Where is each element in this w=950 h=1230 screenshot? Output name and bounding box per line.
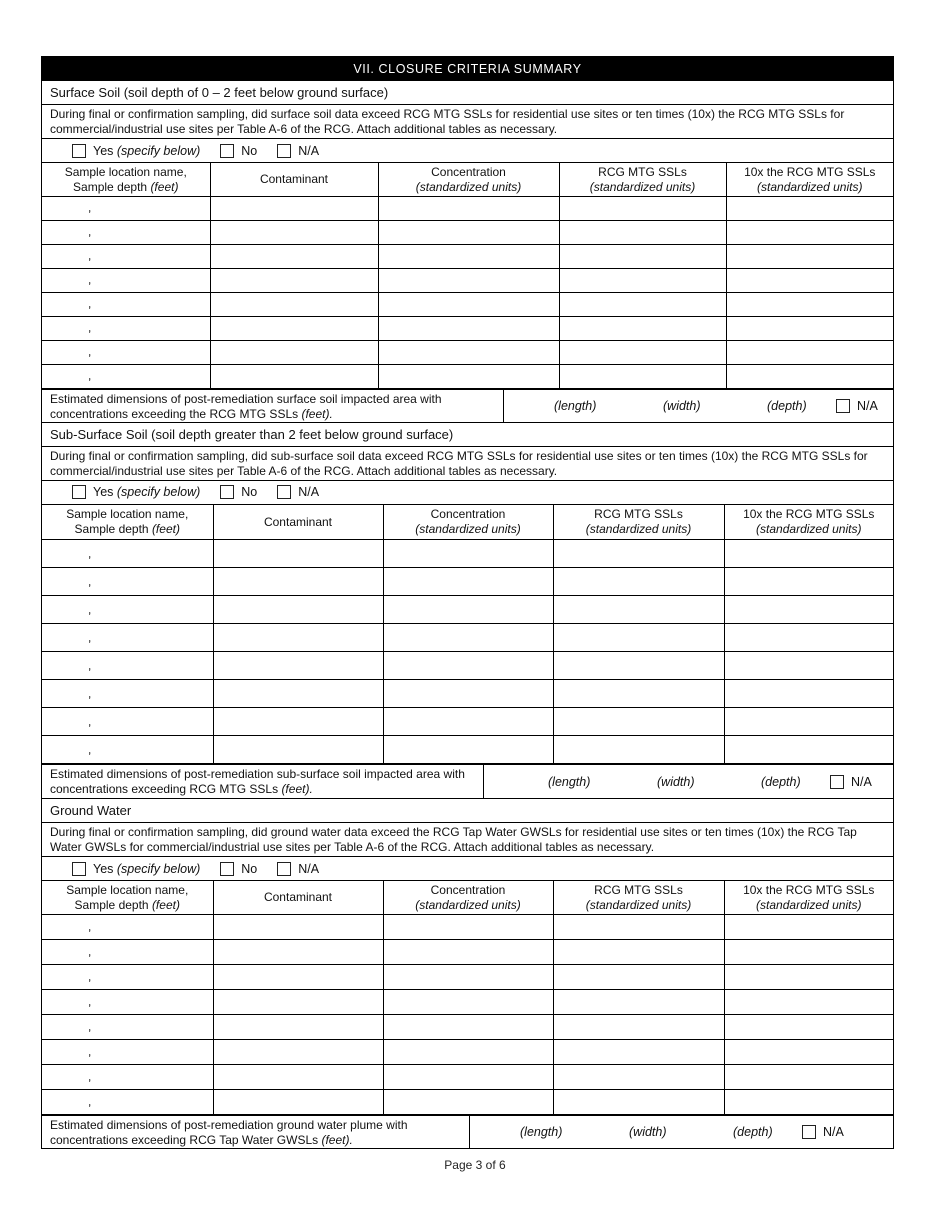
table-row [42,220,893,244]
location-header-line2: Sample depth [74,897,152,912]
rcg-mtg-cell[interactable] [553,964,724,989]
location-header-line1: Sample location name, [66,507,189,522]
rcg-mtg-cell[interactable] [559,364,726,388]
contaminant-cell[interactable] [213,680,383,708]
location-cell[interactable] [42,652,213,680]
depth-field[interactable]: (depth) [761,774,801,789]
location-column-header [42,163,210,196]
table-row [42,596,893,624]
contaminant-cell[interactable] [213,914,383,939]
concentration-cell[interactable] [383,680,553,708]
table-row [42,652,893,680]
contaminant-column-header: Contaminant [213,881,383,914]
surface-soil-dimensions [42,390,893,423]
concentration-cell[interactable] [383,736,553,764]
contaminant-cell[interactable] [213,939,383,964]
concentration-column-header [383,881,553,914]
location-cell[interactable] [42,596,213,624]
ground-water-table-wrap [42,881,893,1116]
contaminant-cell[interactable] [213,1039,383,1064]
subsurface-na-checkbox[interactable] [277,485,291,499]
length-field[interactable]: (length) [520,1124,563,1139]
row-comma: , [88,368,92,383]
location-cell[interactable] [42,196,210,220]
location-cell[interactable] [42,964,213,989]
subsurface-soil-table [42,505,893,765]
concentration-header-label: Concentration [430,507,506,522]
table-row [42,568,893,596]
location-cell[interactable] [42,680,213,708]
na-label: N/A [298,485,320,499]
rcg-mtg-cell[interactable] [553,1064,724,1089]
concentration-cell[interactable] [383,964,553,989]
table-row [42,939,893,964]
no-label: No [241,485,258,499]
row-comma: , [88,320,92,335]
contaminant-cell[interactable] [213,1089,383,1114]
ten-x-cell[interactable] [726,292,893,316]
location-cell[interactable] [42,540,213,568]
row-comma: , [88,272,92,287]
subsurface-soil-dimensions [42,765,893,799]
ground-water-dimensions [42,1116,893,1149]
concentration-cell[interactable] [383,1089,553,1114]
ten-x-cell[interactable] [724,736,893,764]
width-field[interactable]: (width) [629,1124,667,1139]
ten-x-cell[interactable] [724,624,893,652]
surface-soil-question: During final or confirmation sampling, did surface soil data exceed RCG MTG SSLs for residential use sites or ten times (10x) the RCG MTG SSLs for commercial/industrial use sites per Table A-6 of the RCG. Attach additional tables as necessary. [42,105,893,139]
concentration-cell[interactable] [378,292,559,316]
ten-x-cell[interactable] [726,196,893,220]
units-label: (standardized units) [415,179,522,194]
ten-x-cell[interactable] [724,1089,893,1114]
units-label: (standardized units) [756,522,862,537]
table-row [42,292,893,316]
specify-below-label: (specify below) [116,485,201,499]
rcg-mtg-cell[interactable] [553,736,724,764]
specify-below-label: (specify below) [116,861,201,876]
row-comma: , [88,713,92,728]
table-row [42,989,893,1014]
rcg-mtg-cell[interactable] [553,939,724,964]
concentration-column-header [383,505,553,540]
rcg-mtg-cell[interactable] [553,540,724,568]
rcg-mtg-cell[interactable] [553,624,724,652]
ten-x-cell[interactable] [726,268,893,292]
contaminant-cell[interactable] [213,708,383,736]
surface-na-checkbox[interactable] [277,144,291,158]
units-label: (standardized units) [585,522,692,537]
surface-soil-choices [42,139,893,163]
location-cell[interactable] [42,1014,213,1039]
concentration-cell[interactable] [383,1039,553,1064]
table-row [42,196,893,220]
table-row [42,708,893,736]
surface-na-option [277,144,319,158]
row-comma: , [88,993,92,1008]
header-row [42,163,893,196]
location-cell[interactable] [42,624,213,652]
location-cell[interactable] [42,340,210,364]
subsurface-soil-heading: Sub-Surface Soil (soil depth greater than 2 feet below ground surface) [42,423,893,447]
ten-x-cell[interactable] [726,364,893,388]
contaminant-cell[interactable] [210,340,378,364]
length-field[interactable]: (length) [548,774,591,789]
ground-water-choices [42,857,893,881]
row-comma: , [88,741,92,756]
ten-x-cell[interactable] [726,220,893,244]
row-comma: , [88,224,92,239]
no-label: No [241,143,258,158]
rcg-mtg-cell[interactable] [553,1039,724,1064]
surface-dimensions-label [42,390,504,422]
location-cell[interactable] [42,1064,213,1089]
ten-x-column-header [726,163,893,196]
groundwater-na-option [277,862,319,876]
subsurface-yes-checkbox[interactable] [72,485,86,499]
contaminant-cell[interactable] [210,268,378,292]
ten-x-cell[interactable] [724,1064,893,1089]
table-row [42,1089,893,1114]
location-cell[interactable] [42,914,213,939]
subsurface-no-option [220,485,257,499]
surface-yes-checkbox[interactable] [72,144,86,158]
units-label: (standardized units) [589,179,696,194]
surface-no-checkbox[interactable] [220,144,234,158]
concentration-cell[interactable] [378,268,559,292]
rcg-mtg-cell[interactable] [553,914,724,939]
subsurface-dimensions-label [42,765,484,798]
surface-yes-option [72,144,200,158]
row-comma: , [88,344,92,359]
concentration-cell[interactable] [378,220,559,244]
groundwater-dims-na-checkbox[interactable] [802,1125,816,1139]
rcg-mtg-column-header [553,881,724,914]
header-row [42,881,893,914]
na-label: N/A [298,143,320,158]
groundwater-estimate-text: Estimated dimensions of post-remediation ground water plume with concentrations exceeding RCG Tap Water GWSLs [50,1117,408,1147]
row-comma: , [88,573,92,588]
rcg-mtg-cell[interactable] [553,989,724,1014]
ten-x-cell[interactable] [724,1014,893,1039]
contaminant-cell[interactable] [210,364,378,388]
rcg-mtg-cell[interactable] [559,196,726,220]
rcg-mtg-cell[interactable] [559,292,726,316]
location-cell[interactable] [42,568,213,596]
ten-x-column-header [724,881,893,914]
concentration-cell[interactable] [383,568,553,596]
groundwater-no-checkbox[interactable] [220,862,234,876]
rcg-mtg-cell[interactable] [553,596,724,624]
surface-soil-table [42,163,893,389]
rcg-mtg-cell[interactable] [559,340,726,364]
rcg-mtg-header-label: RCG MTG SSLs [598,164,687,179]
location-header-unit: (feet) [150,179,179,194]
concentration-header-label: Concentration [431,164,506,179]
yes-label: Yes [93,861,114,876]
row-comma: , [88,657,92,672]
na-label: N/A [851,774,872,789]
concentration-column-header [378,163,559,196]
ten-x-cell[interactable] [724,596,893,624]
ten-x-cell[interactable] [726,340,893,364]
table-row [42,364,893,388]
estimate-unit: (feet). [301,406,333,421]
contaminant-cell[interactable] [213,736,383,764]
contaminant-cell[interactable] [210,196,378,220]
subsurface-dimension-values [484,765,893,798]
specify-below-label: (specify below) [116,143,201,158]
units-label: (standardized units) [415,522,521,537]
na-label: N/A [298,861,320,876]
table-row [42,680,893,708]
location-header-line2: Sample depth [74,522,152,537]
page-footer: Page 3 of 6 [444,1158,506,1172]
contaminant-cell[interactable] [213,624,383,652]
ten-x-cell[interactable] [724,989,893,1014]
rcg-mtg-cell[interactable] [559,244,726,268]
surface-dimension-values [504,390,893,422]
contaminant-cell[interactable] [210,292,378,316]
contaminant-cell[interactable] [213,540,383,568]
concentration-cell[interactable] [383,540,553,568]
concentration-cell[interactable] [383,708,553,736]
ten-x-cell[interactable] [726,244,893,268]
location-cell[interactable] [42,364,210,388]
header-row [42,505,893,540]
row-comma: , [88,1068,92,1083]
rcg-mtg-cell[interactable] [553,708,724,736]
groundwater-dimensions-label [42,1116,470,1148]
table-row [42,914,893,939]
ten-x-cell[interactable] [724,964,893,989]
units-label: (standardized units) [415,897,521,912]
ten-x-cell[interactable] [724,914,893,939]
ground-water-table [42,881,893,1115]
closure-criteria-form [41,56,894,1149]
table-row [42,340,893,364]
rcg-mtg-column-header [559,163,726,196]
groundwater-dimension-values [470,1116,893,1148]
ten-x-cell[interactable] [724,1039,893,1064]
rcg-mtg-cell[interactable] [559,268,726,292]
ten-x-cell[interactable] [724,708,893,736]
length-field[interactable]: (length) [554,398,597,413]
concentration-cell[interactable] [378,364,559,388]
subsurface-dims-na-checkbox[interactable] [830,775,844,789]
subsurface-dims-na-option [830,775,872,789]
units-label: (standardized units) [585,897,692,912]
concentration-cell[interactable] [383,989,553,1014]
ten-x-cell[interactable] [724,680,893,708]
rcg-mtg-cell[interactable] [553,680,724,708]
location-cell[interactable] [42,736,213,764]
table-row [42,1039,893,1064]
table-row [42,268,893,292]
subsurface-estimate-text: Estimated dimensions of post-remediation sub-surface soil impacted area with concentrations exceeding RCG MTG SSLs [50,767,465,796]
yes-label: Yes [93,485,114,499]
concentration-header-label: Concentration [430,882,506,897]
concentration-cell[interactable] [383,939,553,964]
row-comma: , [88,545,92,560]
groundwater-na-checkbox[interactable] [277,862,291,876]
na-label: N/A [823,1124,844,1139]
concentration-cell[interactable] [378,316,559,340]
row-comma: , [88,296,92,311]
rcg-mtg-header-label: RCG MTG SSLs [594,882,683,897]
estimate-unit: (feet). [321,1132,353,1147]
depth-field[interactable]: (depth) [733,1124,773,1139]
contaminant-cell[interactable] [210,244,378,268]
surface-no-option [220,144,257,158]
contaminant-column-header: Contaminant [210,163,378,196]
concentration-cell[interactable] [378,244,559,268]
location-column-header [42,881,213,914]
contaminant-cell[interactable] [210,316,378,340]
table-row [42,1014,893,1039]
contaminant-column-header: Contaminant [213,505,383,540]
concentration-cell[interactable] [378,196,559,220]
location-cell[interactable] [42,989,213,1014]
contaminant-cell[interactable] [213,1064,383,1089]
surface-dims-na-checkbox[interactable] [836,399,850,413]
groundwater-no-option [220,862,257,876]
location-header-unit: (feet) [151,522,180,537]
surface-estimate-text: Estimated dimensions of post-remediation surface soil impacted area with concentrations exceeding the RCG MTG SSLs [50,391,442,421]
ground-water-heading: Ground Water [42,799,893,823]
units-label: (standardized units) [756,897,862,912]
concentration-cell[interactable] [383,1014,553,1039]
row-comma: , [88,968,92,983]
table-row [42,964,893,989]
table-row [42,244,893,268]
location-cell[interactable] [42,939,213,964]
table-row [42,624,893,652]
concentration-cell[interactable] [383,624,553,652]
subsurface-soil-table-wrap [42,505,893,766]
location-cell[interactable] [42,244,210,268]
location-cell[interactable] [42,292,210,316]
contaminant-cell[interactable] [213,1014,383,1039]
ten-x-cell[interactable] [724,568,893,596]
rcg-mtg-cell[interactable] [553,568,724,596]
subsurface-soil-question: During final or confirmation sampling, did sub-surface soil data exceed RCG MTG SSLs for residential use sites or ten times (10x) the RCG MTG SSLs for commercial/industrial use sites per Table A-6 of the RCG. Attach additional tables as necessary. [42,447,893,481]
yes-label: Yes [93,143,114,158]
table-row [42,1064,893,1089]
rcg-mtg-cell[interactable] [553,652,724,680]
ten-x-cell[interactable] [724,939,893,964]
groundwater-dims-na-option [802,1125,844,1139]
ten-x-header-label: 10x the RCG MTG SSLs [743,882,875,897]
location-cell[interactable] [42,268,210,292]
depth-field[interactable]: (depth) [767,398,807,413]
location-cell[interactable] [42,708,213,736]
table-row [42,316,893,340]
groundwater-yes-option [72,862,200,876]
location-header-line2: Sample depth [73,179,151,194]
contaminant-cell[interactable] [213,596,383,624]
rcg-mtg-cell[interactable] [559,316,726,340]
concentration-cell[interactable] [383,652,553,680]
width-field[interactable]: (width) [657,774,695,789]
rcg-mtg-cell[interactable] [559,220,726,244]
row-comma: , [88,918,92,933]
location-cell[interactable] [42,1089,213,1114]
ten-x-cell[interactable] [724,652,893,680]
ten-x-cell[interactable] [726,316,893,340]
ground-water-question: During final or confirmation sampling, did ground water data exceed the RCG Tap Water GWSLs for residential use sites or ten times (10x) the RCG Tap Water GWSLs for commercial/industrial use sites per Table A-6 of the RCG. Attach additional tables as necessary. [42,823,893,857]
no-label: No [241,861,258,876]
row-comma: , [88,601,92,616]
contaminant-cell[interactable] [213,989,383,1014]
units-label: (standardized units) [757,179,863,194]
table-row [42,540,893,568]
concentration-cell[interactable] [383,1064,553,1089]
row-comma: , [88,1043,92,1058]
location-header-line1: Sample location name, [66,882,189,897]
contaminant-cell[interactable] [213,964,383,989]
row-comma: , [88,685,92,700]
subsurface-no-checkbox[interactable] [220,485,234,499]
contaminant-cell[interactable] [213,568,383,596]
location-cell[interactable] [42,1039,213,1064]
groundwater-yes-checkbox[interactable] [72,862,86,876]
ten-x-column-header [724,505,893,540]
concentration-cell[interactable] [383,914,553,939]
ten-x-header-label: 10x the RCG MTG SSLs [744,164,876,179]
row-comma: , [88,248,92,263]
rcg-mtg-cell[interactable] [553,1089,724,1114]
location-header-unit: (feet) [151,897,180,912]
subsurface-soil-choices [42,481,893,505]
subsurface-na-option [277,485,319,499]
row-comma: , [88,1093,92,1108]
na-label: N/A [857,398,878,413]
surface-soil-heading: Surface Soil (soil depth of 0 – 2 feet below ground surface) [42,81,893,105]
row-comma: , [88,1018,92,1033]
concentration-cell[interactable] [383,596,553,624]
ten-x-header-label: 10x the RCG MTG SSLs [743,507,875,522]
estimate-unit: (feet). [281,782,313,796]
location-cell[interactable] [42,220,210,244]
row-comma: , [88,629,92,644]
contaminant-cell[interactable] [210,220,378,244]
contaminant-cell[interactable] [213,652,383,680]
rcg-mtg-column-header [553,505,724,540]
row-comma: , [88,200,92,215]
table-row [42,736,893,764]
surface-soil-table-wrap [42,163,893,390]
concentration-cell[interactable] [378,340,559,364]
surface-dims-na-option [836,399,878,413]
ten-x-cell[interactable] [724,540,893,568]
subsurface-yes-option [72,485,200,499]
rcg-mtg-header-label: RCG MTG SSLs [594,507,683,522]
location-header-line1: Sample location name, [64,164,187,179]
section-title: VII. CLOSURE CRITERIA SUMMARY [42,57,893,81]
location-cell[interactable] [42,316,210,340]
rcg-mtg-cell[interactable] [553,1014,724,1039]
location-column-header [42,505,213,540]
row-comma: , [88,943,92,958]
width-field[interactable]: (width) [663,398,701,413]
